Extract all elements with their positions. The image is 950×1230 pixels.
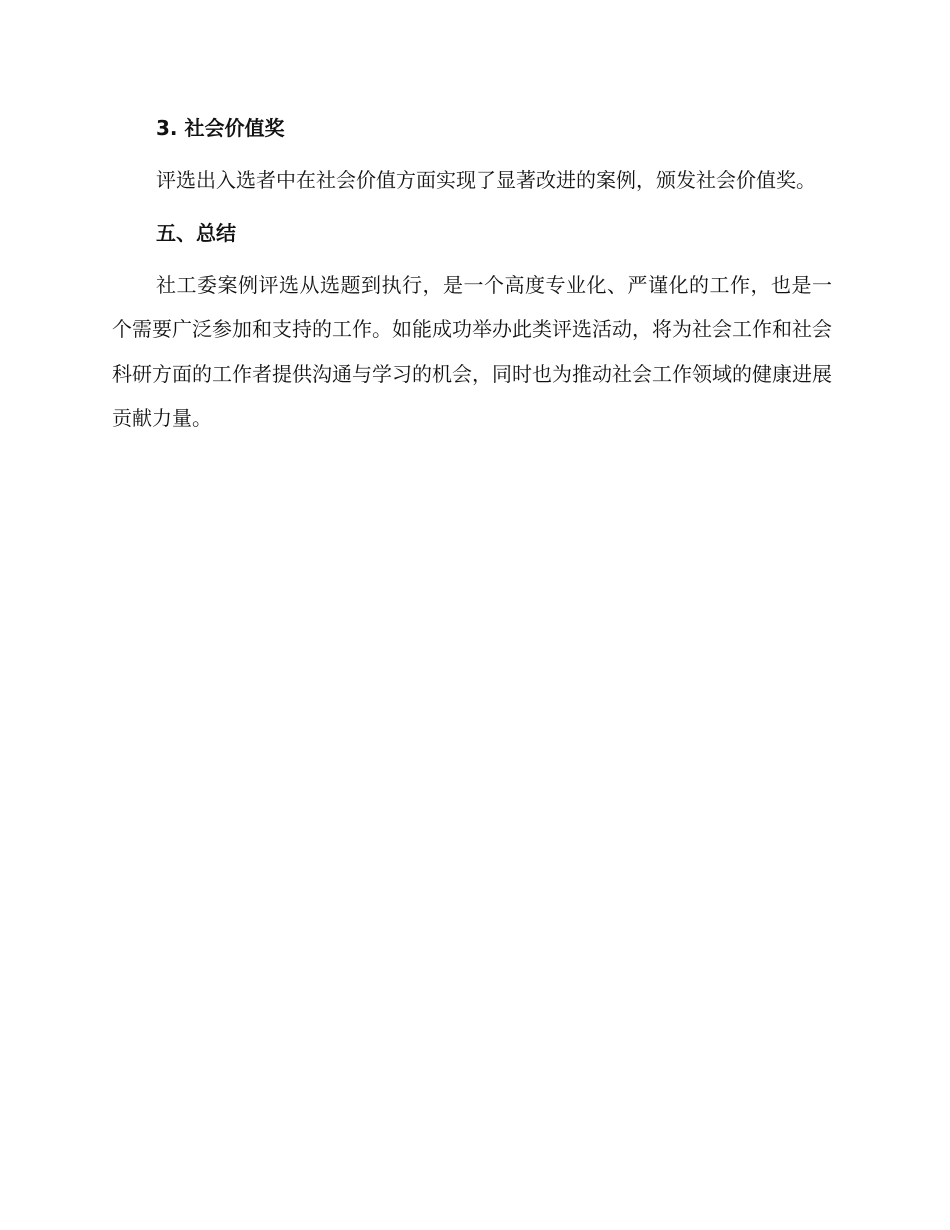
section-heading-summary: 五、总结 — [156, 220, 236, 245]
section-heading-social-value-award: 3. 社会价值奖 — [156, 116, 285, 140]
paragraph-summary: 社工委案例评选从选题到执行，是一个高度专业化、严谨化的工作，也是一个需要广泛参加和支持的工作。如能成功举办此类评选活动，将为社会工作和社会科研方面的工作者提供沟通与学习的机会，同时也为推动社会工作领域的健康进展贡献力量。 — [112, 272, 832, 430]
document-body — [112, 110, 832, 453]
paragraph-social-value-award: 评选出入选者中在社会价值方面实现了显著改进的案例，颁发社会价值奖。 — [156, 168, 816, 192]
